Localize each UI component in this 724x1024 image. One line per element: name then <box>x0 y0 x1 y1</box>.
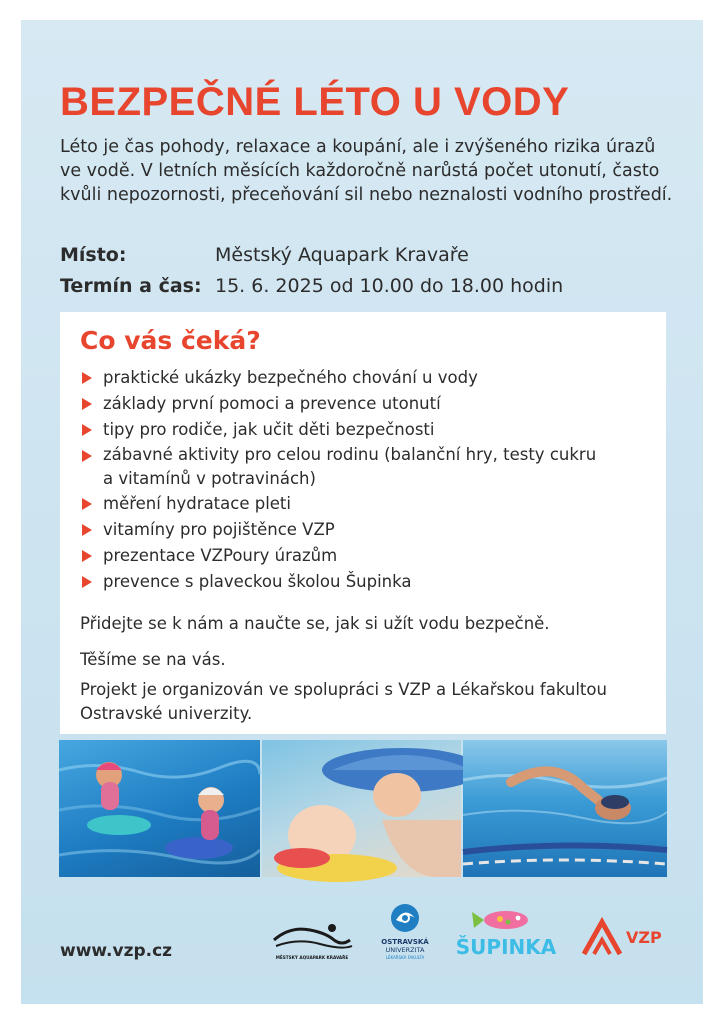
join-text: Přidejte se k nám a naučte se, jak si užít vodu bezpečně. <box>80 614 550 633</box>
list-item: prevence s plaveckou školou Šupinka <box>80 569 660 595</box>
program-title: Co vás čeká? <box>80 326 261 355</box>
place-label: Místo: <box>60 244 127 266</box>
bullet-triangle-icon <box>82 372 92 384</box>
greeting-text: Těšíme se na vás. <box>80 650 226 669</box>
svg-text:ŠUPINKA: ŠUPINKA <box>455 935 557 959</box>
place-row <box>60 244 469 266</box>
bullet-triangle-icon <box>82 450 92 462</box>
svg-text:OSTRAVSKÁ: OSTRAVSKÁ <box>381 938 429 946</box>
photo-swimmer <box>463 740 667 877</box>
svg-text:MĚSTSKÝ AQUAPARK KRAVAŘE: MĚSTSKÝ AQUAPARK KRAVAŘE <box>275 955 349 960</box>
bullet-triangle-icon <box>82 398 92 410</box>
bullet-triangle-icon <box>82 498 92 510</box>
list-item: vitamíny pro pojištěnce VZP <box>80 517 660 543</box>
page-title: BEZPEČNÉ LÉTO U VODY <box>60 80 570 124</box>
date-value: 15. 6. 2025 od 10.00 do 18.00 hodin <box>215 275 564 297</box>
bullet-triangle-icon <box>82 524 92 536</box>
date-label: Termín a čas: <box>60 275 202 297</box>
supinka-logo <box>455 906 557 962</box>
website-link[interactable]: www.vzp.cz <box>60 941 173 961</box>
photo-mother-baby <box>262 740 461 877</box>
aquapark-logo <box>270 918 354 962</box>
date-row <box>60 275 563 297</box>
bullet-triangle-icon <box>82 576 92 588</box>
bullet-triangle-icon <box>82 424 92 436</box>
list-item: prezentace VZPoury úrazům <box>80 543 660 569</box>
bullet-triangle-icon <box>82 550 92 562</box>
list-item: měření hydratace pleti <box>80 491 660 517</box>
program-list <box>80 365 660 595</box>
svg-text:LÉKAŘSKÁ FAKULTA: LÉKAŘSKÁ FAKULTA <box>385 955 425 960</box>
photo-children-swimming <box>59 740 260 877</box>
place-value: Městský Aquapark Kravaře <box>215 244 469 266</box>
list-item: zábavné aktivity pro celou rodinu (balanční hry, testy cukru a vitamínů v potravinách) <box>80 443 660 491</box>
vzp-logo <box>580 918 670 958</box>
svg-text:UNIVERZITA: UNIVERZITA <box>385 946 425 954</box>
list-item: praktické ukázky bezpečného chování u vody <box>80 365 660 391</box>
program-box <box>60 312 666 734</box>
project-text: Projekt je organizován ve spolupráci s VZP a Lékařskou fakultou Ostravské univerzity. <box>80 680 607 723</box>
intro-text: Léto je čas pohody, relaxace a koupání, ale i zvýšeného rizika úrazů ve vodě. V letních měsících každoročně narůstá počet utonutí, často kvůli nepozornosti, přeceňování sil nebo neznalosti vodního prostředí. <box>60 137 673 205</box>
list-item: tipy pro rodiče, jak učit děti bezpečnosti <box>80 417 660 443</box>
list-item: základy první pomoci a prevence utonutí <box>80 391 660 417</box>
ostravska-univerzita-logo <box>379 902 431 964</box>
svg-text:VZP: VZP <box>626 928 662 947</box>
